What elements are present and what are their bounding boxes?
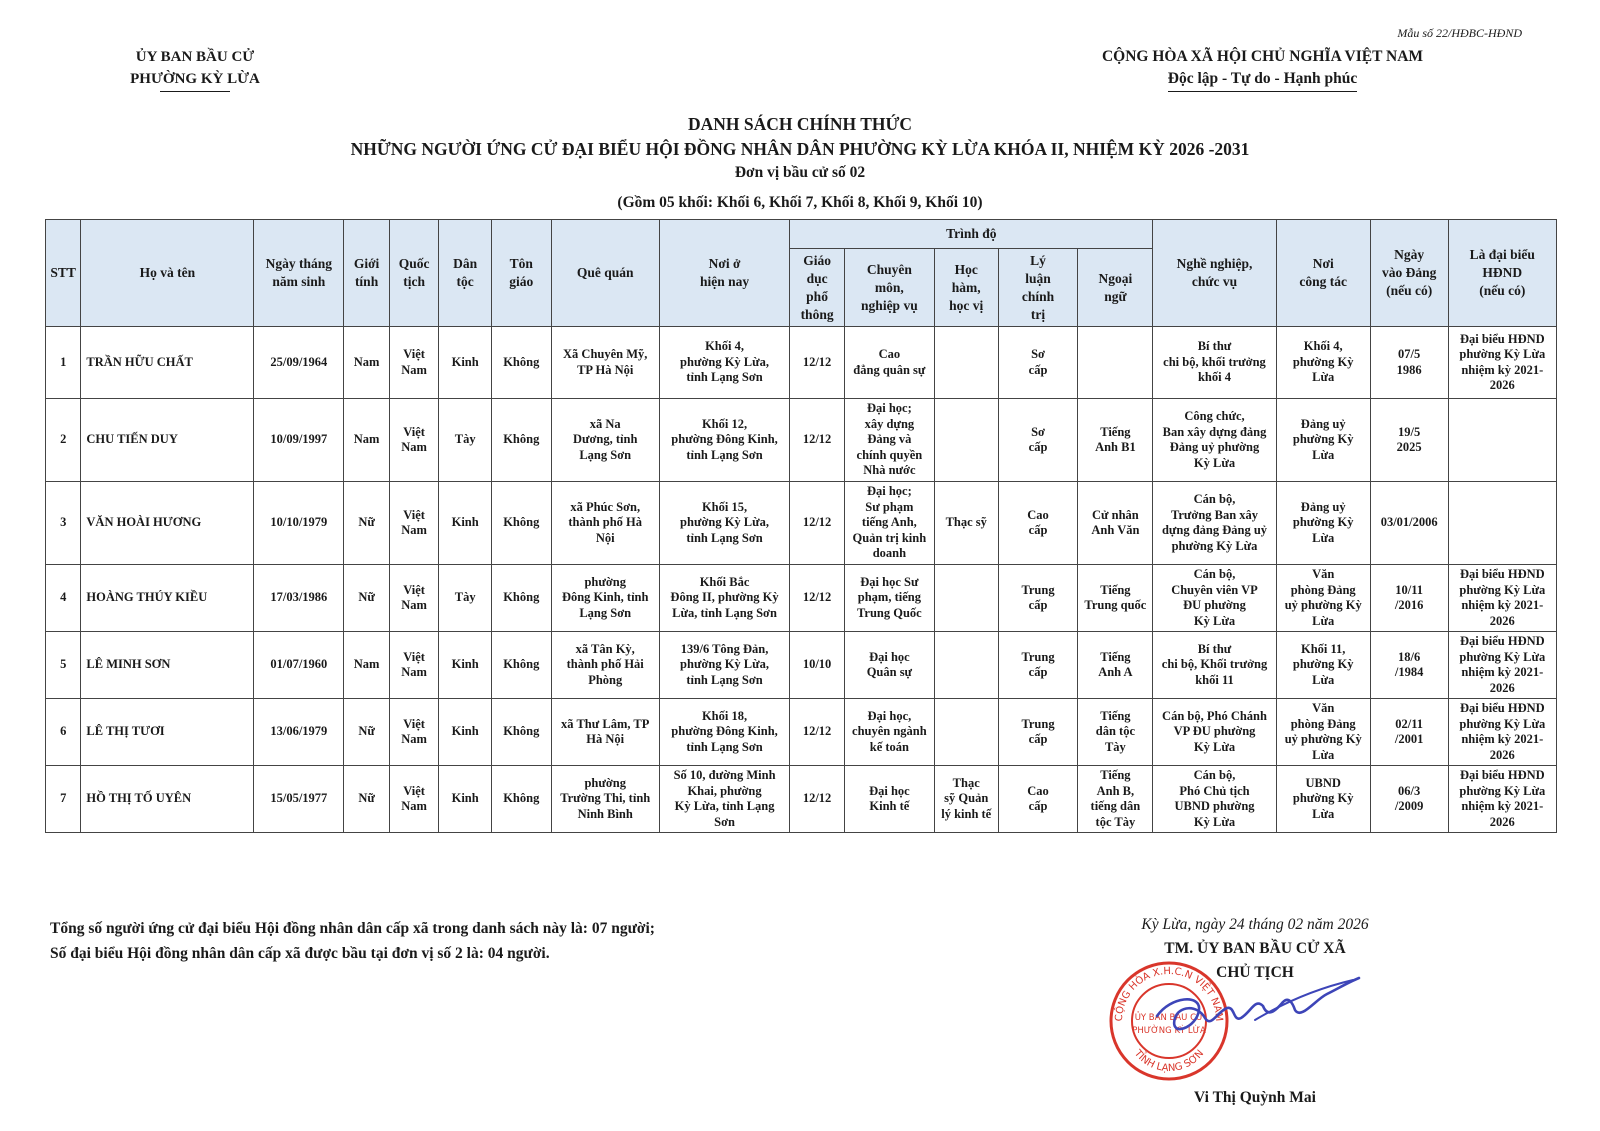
- stamp-outer-top: CỘNG HÒA X.H.C.N VIỆT NAM: [1113, 965, 1225, 1022]
- cell-ethnicity: Kinh: [439, 699, 492, 766]
- document-titles: [0, 112, 1600, 214]
- cell-stt: 4: [46, 565, 81, 632]
- cell-workplace: UBND phường Kỳ Lừa: [1276, 766, 1370, 833]
- header-general-edu: Giáo dục phổ thông: [790, 249, 845, 327]
- cell-language: Tiếng Anh A: [1078, 632, 1153, 699]
- cell-specialty: Cao đẳng quân sự: [844, 327, 934, 399]
- official-stamp: [1105, 958, 1375, 1083]
- cell-occupation: Công chức, Ban xây dựng đảng Đảng uỷ phường Kỳ Lừa: [1153, 399, 1276, 482]
- cell-party-date: 02/11 /2001: [1370, 699, 1448, 766]
- cell-language: Cử nhân Anh Văn: [1078, 482, 1153, 565]
- cell-degree: Thạc sỹ Quản lý kinh tế: [934, 766, 998, 833]
- cell-stt: 2: [46, 399, 81, 482]
- summary: [50, 916, 655, 966]
- cell-religion: Không: [491, 565, 551, 632]
- table-row: [46, 632, 1557, 699]
- cell-name: LÊ THỊ TƯƠI: [81, 699, 254, 766]
- cell-dob: 15/05/1977: [254, 766, 344, 833]
- cell-gender: Nam: [344, 399, 390, 482]
- table-row: [46, 482, 1557, 565]
- table-row: [46, 766, 1557, 833]
- cell-religion: Không: [491, 699, 551, 766]
- cell-stt: 3: [46, 482, 81, 565]
- header-specialty: Chuyên môn, nghiệp vụ: [844, 249, 934, 327]
- cell-occupation: Cán bộ, Phó Chánh VP ĐU phường Kỳ Lừa: [1153, 699, 1276, 766]
- cell-gender: Nữ: [344, 565, 390, 632]
- cell-workplace: Đảng uỷ phường Kỳ Lừa: [1276, 399, 1370, 482]
- cell-ethnicity: Kinh: [439, 766, 492, 833]
- cell-language: [1078, 327, 1153, 399]
- cell-general-edu: 12/12: [790, 699, 845, 766]
- title-line-4: (Gồm 05 khối: Khối 6, Khối 7, Khối 8, Khối 9, Khối 10): [617, 194, 983, 211]
- header-party-date: Ngày vào Đảng (nếu có): [1370, 220, 1448, 327]
- stamp-inner-2: PHƯỜNG KỲ LỪA: [1132, 1026, 1206, 1036]
- header-is-delegate: Là đại biểu HĐND (nếu có): [1448, 220, 1556, 327]
- cell-occupation: Cán bộ, Chuyên viên VP ĐU phường Kỳ Lừa: [1153, 565, 1276, 632]
- header-dob: Ngày tháng năm sinh: [254, 220, 344, 327]
- table-body: [46, 327, 1557, 833]
- cell-gender: Nữ: [344, 699, 390, 766]
- cell-specialty: Đại học; Sư phạm tiếng Anh, Quản trị kinh doanh: [844, 482, 934, 565]
- cell-political: Trung cấp: [998, 565, 1078, 632]
- signer-name: Vi Thị Quỳnh Mai: [1194, 1089, 1316, 1106]
- cell-residence: Khối 18, phường Đông Kinh, tỉnh Lạng Sơn: [659, 699, 789, 766]
- cell-general-edu: 12/12: [790, 327, 845, 399]
- cell-degree: [934, 327, 998, 399]
- cell-ethnicity: Tày: [439, 399, 492, 482]
- cell-general-edu: 12/12: [790, 565, 845, 632]
- form-code: Mẫu số 22/HĐBC-HĐND: [1397, 26, 1522, 40]
- header-education: Trình độ: [790, 220, 1153, 249]
- cell-party-date: 19/5 2025: [1370, 399, 1448, 482]
- header-workplace: Nơi công tác: [1276, 220, 1370, 327]
- title-line-3: Đơn vị bầu cử số 02: [734, 164, 866, 181]
- cell-residence: Khối 12, phường Đông Kinh, tỉnh Lạng Sơn: [659, 399, 789, 482]
- cell-occupation: Bí thư chi bộ, Khối trưởng khối 11: [1153, 632, 1276, 699]
- header-occupation: Nghề nghiệp, chức vụ: [1153, 220, 1276, 327]
- cell-ethnicity: Kinh: [439, 327, 492, 399]
- org-line-2: PHƯỜNG KỲ LỪA: [130, 71, 260, 87]
- stamp-outer-bottom: TỈNH LẠNG SƠN: [1131, 1048, 1207, 1075]
- cell-religion: Không: [491, 327, 551, 399]
- cell-political: Cao cấp: [998, 766, 1078, 833]
- header-religion: Tôn giáo: [491, 220, 551, 327]
- cell-occupation: Cán bộ, Phó Chủ tịch UBND phường Kỳ Lừa: [1153, 766, 1276, 833]
- cell-nationality: Việt Nam: [389, 399, 439, 482]
- cell-workplace: Đảng uỷ phường Kỳ Lừa: [1276, 482, 1370, 565]
- cell-is-delegate: [1448, 399, 1556, 482]
- cell-name: VĂN HOÀI HƯƠNG: [81, 482, 254, 565]
- cell-occupation: Cán bộ, Trưởng Ban xây dựng đảng Đảng uỷ phường Kỳ Lừa: [1153, 482, 1276, 565]
- cell-name: HỒ THỊ TỐ UYÊN: [81, 766, 254, 833]
- cell-specialty: Đại học Quân sự: [844, 632, 934, 699]
- cell-dob: 13/06/1979: [254, 699, 344, 766]
- cell-general-edu: 12/12: [790, 399, 845, 482]
- cell-language: Tiếng Trung quốc: [1078, 565, 1153, 632]
- cell-degree: [934, 399, 998, 482]
- header-name: Họ và tên: [81, 220, 254, 327]
- header-degree: Học hàm, học vị: [934, 249, 998, 327]
- cell-degree: Thạc sỹ: [934, 482, 998, 565]
- cell-political: Cao cấp: [998, 482, 1078, 565]
- table-row: [46, 699, 1557, 766]
- cell-nationality: Việt Nam: [389, 632, 439, 699]
- cell-hometown: xã Phúc Sơn, thành phố Hà Nội: [551, 482, 659, 565]
- cell-gender: Nữ: [344, 766, 390, 833]
- national-motto: Độc lập - Tự do - Hạnh phúc: [1168, 68, 1357, 92]
- cell-nationality: Việt Nam: [389, 482, 439, 565]
- cell-name: CHU TIẾN DUY: [81, 399, 254, 482]
- cell-workplace: Khối 4, phường Kỳ Lừa: [1276, 327, 1370, 399]
- cell-dob: 10/09/1997: [254, 399, 344, 482]
- cell-hometown: xã Tân Kỳ, thành phố Hải Phòng: [551, 632, 659, 699]
- cell-party-date: 03/01/2006: [1370, 482, 1448, 565]
- cell-dob: 01/07/1960: [254, 632, 344, 699]
- cell-stt: 1: [46, 327, 81, 399]
- cell-party-date: 06/3 /2009: [1370, 766, 1448, 833]
- stamp-inner-1: ỦY BAN BẦU CỬ: [1134, 1013, 1204, 1023]
- header-ethnicity: Dân tộc: [439, 220, 492, 327]
- cell-general-edu: 10/10: [790, 632, 845, 699]
- signature-org: TM. ỦY BAN BẦU CỬ XÃ: [1164, 940, 1346, 957]
- table-row: [46, 327, 1557, 399]
- cell-religion: Không: [491, 766, 551, 833]
- cell-gender: Nam: [344, 632, 390, 699]
- header-row-1: [46, 220, 1557, 249]
- title-line-1: DANH SÁCH CHÍNH THỨC: [687, 114, 913, 134]
- cell-nationality: Việt Nam: [389, 699, 439, 766]
- cell-language: Tiếng Anh B, tiếng dân tộc Tày: [1078, 766, 1153, 833]
- issuing-organization: [105, 46, 285, 92]
- cell-religion: Không: [491, 399, 551, 482]
- cell-ethnicity: Kinh: [439, 632, 492, 699]
- cell-stt: 5: [46, 632, 81, 699]
- org-underline: [160, 91, 230, 92]
- national-header: [1090, 46, 1435, 92]
- table-row: [46, 399, 1557, 482]
- cell-specialty: Đại học Kinh tế: [844, 766, 934, 833]
- cell-language: Tiếng Anh B1: [1078, 399, 1153, 482]
- cell-ethnicity: Tày: [439, 565, 492, 632]
- cell-nationality: Việt Nam: [389, 766, 439, 833]
- title-line-2: NHỮNG NGƯỜI ỨNG CỬ ĐẠI BIỂU HỘI ĐỒNG NHÂN DÂN PHƯỜNG KỲ LỪA KHÓA II, NHIỆM KỲ 2026 -2031: [350, 139, 1250, 159]
- cell-party-date: 07/5 1986: [1370, 327, 1448, 399]
- cell-hometown: phường Đông Kinh, tỉnh Lạng Sơn: [551, 565, 659, 632]
- cell-workplace: Khối 11, phường Kỳ Lừa: [1276, 632, 1370, 699]
- cell-residence: Số 10, đường Minh Khai, phường Kỳ Lừa, tỉnh Lạng Sơn: [659, 766, 789, 833]
- header-gender: Giới tính: [344, 220, 390, 327]
- cell-general-edu: 12/12: [790, 766, 845, 833]
- cell-language: Tiếng dân tộc Tày: [1078, 699, 1153, 766]
- cell-degree: [934, 699, 998, 766]
- cell-name: TRẦN HỮU CHẤT: [81, 327, 254, 399]
- cell-ethnicity: Kinh: [439, 482, 492, 565]
- header-hometown: Quê quán: [551, 220, 659, 327]
- cell-party-date: 18/6 /1984: [1370, 632, 1448, 699]
- cell-specialty: Đại học Sư phạm, tiếng Trung Quốc: [844, 565, 934, 632]
- cell-name: HOÀNG THÚY KIỀU: [81, 565, 254, 632]
- cell-workplace: Văn phòng Đảng uỷ phường Kỳ Lừa: [1276, 565, 1370, 632]
- cell-workplace: Văn phòng Đảng uỷ phường Kỳ Lừa: [1276, 699, 1370, 766]
- cell-is-delegate: Đại biểu HĐND phường Kỳ Lừa nhiệm kỳ 2021- 2026: [1448, 632, 1556, 699]
- header-language: Ngoại ngữ: [1078, 249, 1153, 327]
- cell-political: Trung cấp: [998, 632, 1078, 699]
- header-nationality: Quốc tịch: [389, 220, 439, 327]
- cell-political: Trung cấp: [998, 699, 1078, 766]
- cell-religion: Không: [491, 482, 551, 565]
- cell-hometown: Xã Chuyên Mỹ, TP Hà Nội: [551, 327, 659, 399]
- cell-specialty: Đại học; xây dựng Đảng và chính quyền Nhà nước: [844, 399, 934, 482]
- cell-residence: Khối 4, phường Kỳ Lừa, tỉnh Lạng Sơn: [659, 327, 789, 399]
- cell-is-delegate: Đại biểu HĐND phường Kỳ Lừa nhiệm kỳ 2021- 2026: [1448, 766, 1556, 833]
- cell-specialty: Đại học, chuyên ngành kế toán: [844, 699, 934, 766]
- cell-dob: 17/03/1986: [254, 565, 344, 632]
- table-row: [46, 565, 1557, 632]
- cell-dob: 10/10/1979: [254, 482, 344, 565]
- cell-name: LÊ MINH SƠN: [81, 632, 254, 699]
- signature-stroke: [1255, 980, 1353, 1020]
- cell-stt: 7: [46, 766, 81, 833]
- cell-is-delegate: [1448, 482, 1556, 565]
- cell-hometown: xã Thư Lâm, TP Hà Nội: [551, 699, 659, 766]
- cell-hometown: xã Na Dương, tỉnh Lạng Sơn: [551, 399, 659, 482]
- cell-residence: Khối Bắc Đông II, phường Kỳ Lừa, tỉnh Lạng Sơn: [659, 565, 789, 632]
- cell-gender: Nữ: [344, 482, 390, 565]
- cell-religion: Không: [491, 632, 551, 699]
- nation-name: CỘNG HÒA XÃ HỘI CHỦ NGHĨA VIỆT NAM: [1101, 48, 1424, 65]
- signature-title: CHỦ TỊCH: [1216, 964, 1294, 981]
- cell-nationality: Việt Nam: [389, 565, 439, 632]
- cell-hometown: phường Trường Thi, tỉnh Ninh Bình: [551, 766, 659, 833]
- header-stt: STT: [46, 220, 81, 327]
- cell-general-edu: 12/12: [790, 482, 845, 565]
- cell-stt: 6: [46, 699, 81, 766]
- cell-is-delegate: Đại biểu HĐND phường Kỳ Lừa nhiệm kỳ 2021- 2026: [1448, 699, 1556, 766]
- cell-political: Sơ cấp: [998, 327, 1078, 399]
- cell-degree: [934, 632, 998, 699]
- cell-is-delegate: Đại biểu HĐND phường Kỳ Lừa nhiệm kỳ 2021- 2026: [1448, 565, 1556, 632]
- cell-political: Sơ cấp: [998, 399, 1078, 482]
- cell-residence: Khối 15, phường Kỳ Lừa, tỉnh Lạng Sơn: [659, 482, 789, 565]
- cell-residence: 139/6 Tông Đản, phường Kỳ Lừa, tỉnh Lạng Sơn: [659, 632, 789, 699]
- summary-line-2: Số đại biểu Hội đồng nhân dân cấp xã được bầu tại đơn vị số 2 là: 04 người.: [50, 945, 550, 962]
- cell-occupation: Bí thư chi bộ, khối trưởng khối 4: [1153, 327, 1276, 399]
- summary-line-1: Tổng số người ứng cử đại biểu Hội đồng nhân dân cấp xã trong danh sách này là: 07 người;: [50, 920, 655, 937]
- header-political: Lý luận chính trị: [998, 249, 1078, 327]
- header-residence: Nơi ở hiện nay: [659, 220, 789, 327]
- org-line-1: ỦY BAN BẦU CỬ: [135, 49, 255, 65]
- cell-party-date: 10/11 /2016: [1370, 565, 1448, 632]
- cell-degree: [934, 565, 998, 632]
- candidate-table: [45, 219, 1557, 833]
- cell-dob: 25/09/1964: [254, 327, 344, 399]
- place-date: Kỳ Lừa, ngày 24 tháng 02 năm 2026: [1141, 916, 1369, 933]
- cell-gender: Nam: [344, 327, 390, 399]
- cell-is-delegate: Đại biểu HĐND phường Kỳ Lừa nhiệm kỳ 2021- 2026: [1448, 327, 1556, 399]
- cell-nationality: Việt Nam: [389, 327, 439, 399]
